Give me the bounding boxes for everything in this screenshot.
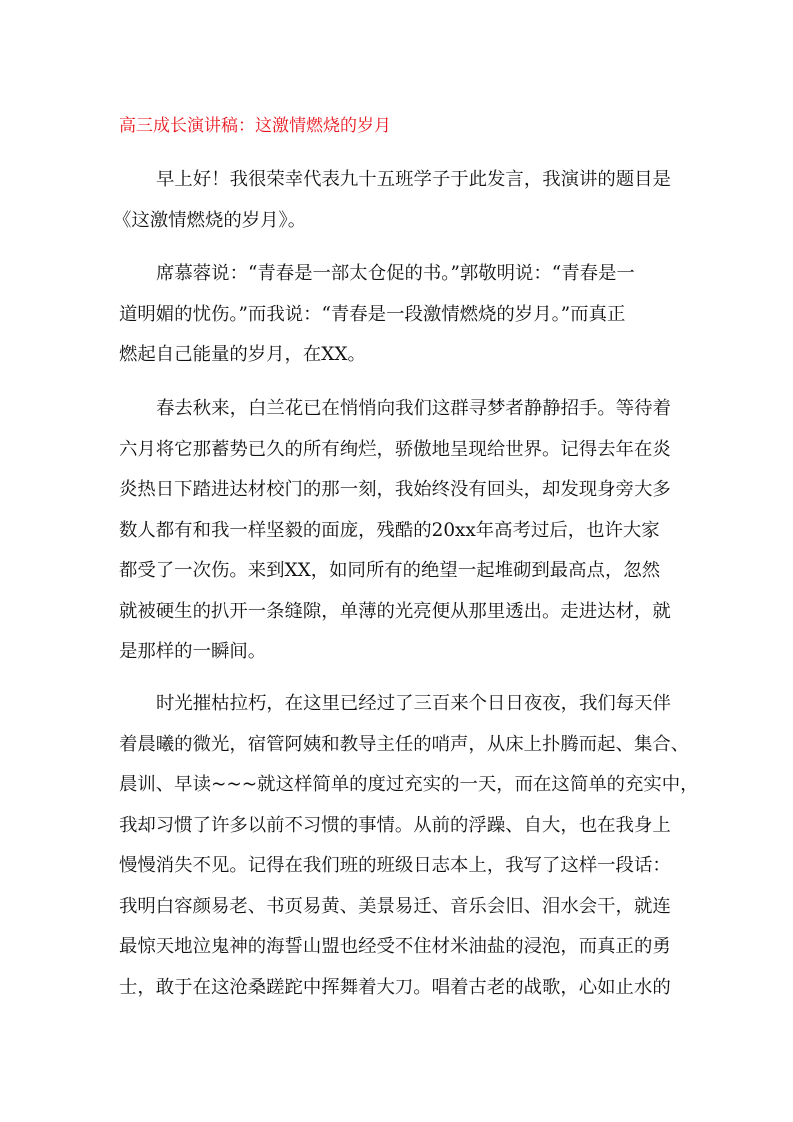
text-line: 《这激情燃烧的岁月》。 xyxy=(113,209,307,231)
text-line: 最惊天地泣鬼神的海誓山盟也经受不住材米油盐的浸泡，而真正的勇 xyxy=(119,936,671,957)
document-title: 高三成长演讲稿：这激情燃烧的岁月 xyxy=(119,116,391,136)
paragraph-quotes xyxy=(119,254,675,376)
text-line: 着晨曦的微光，宿管阿姨和教导主任的哨声，从床上扑腾而起、集合、 xyxy=(119,733,690,755)
text-line: 慢慢消失不见。记得在我们班的班级日志本上，我写了这样一段话： xyxy=(119,855,671,876)
text-line: 六月将它那蓄势已久的所有绚烂，骄傲地呈现给世界。记得去年在炎 xyxy=(119,438,671,460)
text-line: 都受了一次伤。来到XX，如同所有的绝望一起堆砌到最高点，忽然 xyxy=(119,560,661,581)
text-line: 晨训、早读~~~就这样简单的度过充实的一天，而在这简单的充实中， xyxy=(119,774,699,795)
text-line: 早上好！我很荣幸代表九十五班学子于此发言，我演讲的题目是 xyxy=(156,169,671,190)
text-line: 春去秋来，白兰花已在悄悄向我们这群寻梦者静静招手。等待着 xyxy=(156,398,671,419)
text-line: 时光摧枯拉朽，在这里已经过了三百来个日日夜夜，我们每天伴 xyxy=(156,693,671,714)
text-line: 席慕蓉说：“青春是一部太仓促的书。”郭敬明说：“青春是一 xyxy=(156,263,635,284)
text-line: 就被硬生的扒开一条缝隙，单薄的光亮便从那里透出。走进达材，就 xyxy=(119,600,671,622)
text-line: 我却习惯了许多以前不习惯的事情。从前的浮躁、自大，也在我身上 xyxy=(119,814,671,836)
text-line: 我明白容颜易老、书页易黄、美景易迁、音乐会旧、泪水会干，就连 xyxy=(119,895,671,917)
paragraph-memories xyxy=(119,389,675,673)
text-line: 道明媚的忧伤。”而我说：“青春是一段激情燃烧的岁月。”而真正 xyxy=(119,303,626,325)
paragraph-greeting xyxy=(113,160,675,241)
text-line: 炎热日下踏进达材校门的那一刻，我始终没有回头，却发现身旁大多 xyxy=(119,479,671,500)
text-line: 燃起自己能量的岁月，在XX。 xyxy=(119,344,366,365)
text-line: 是那样的一瞬间。 xyxy=(119,641,267,662)
text-line: 士，敢于在这沧桑蹉跎中挥舞着大刀。唱着古老的战歌，心如止水的 xyxy=(119,976,671,998)
text-line: 数人都有和我一样坚毅的面庞，残酷的20xx年高考过后，也许大家 xyxy=(119,519,660,541)
paragraph-daily-life xyxy=(119,684,699,1008)
